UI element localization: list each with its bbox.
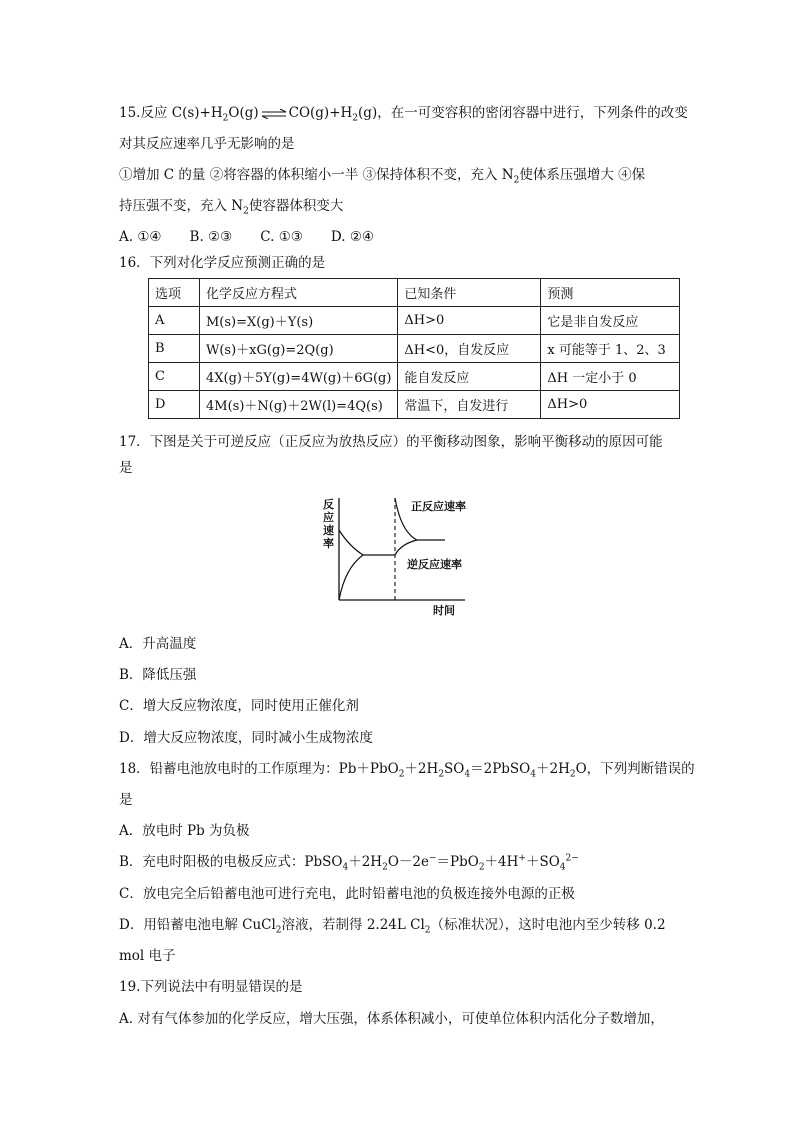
table-header-cell: 预测: [541, 279, 680, 307]
q17-option-a: A．升高温度: [119, 636, 197, 652]
q15-option-a: A. ①④: [119, 229, 162, 245]
q18-stem-line2: 是: [119, 792, 133, 808]
table-cell: A: [149, 307, 200, 335]
q18-option-d-line1: D．用铅蓄电池电解 CuCl$_2$溶液，若制得 2.24L $Cl_2$（标准状况），这时电池内至少转移 0.2: [119, 917, 666, 936]
equilibrium-arrow-icon: [261, 109, 287, 119]
q15-conditions-line1: ①增加 C 的量 ②将容器的体积缩小一半 ③保持体积不变，充入 $N_2$使体系压强增大 ④保: [119, 167, 646, 186]
table-cell: ΔH 一定小于 0: [541, 363, 680, 391]
table-cell: x 可能等于 1、2、3: [541, 335, 680, 363]
table-cell: ΔH<0，自发反应: [398, 335, 541, 363]
table-header-cell: 已知条件: [398, 279, 541, 307]
q15-stem-line1: 15.反应 $C(s)+H_2O(g)$ $CO(g)+H_2(g)$，在一可变容积的密闭容器中进行，下列条件的改变: [119, 105, 688, 124]
rate-time-graph: [315, 490, 485, 620]
q17-stem-line1: 17．下图是关于可逆反应（正反应为放热反应）的平衡移动图象，影响平衡移动的原因可能: [119, 434, 663, 450]
q15-stem-line2: 对其反应速率几乎无影响的是: [119, 136, 295, 152]
table-row: [149, 307, 680, 335]
table-cell: ΔH>0: [398, 307, 541, 335]
table-cell: 4M(s)＋N(g)＋2W(l)=4Q(s): [200, 391, 398, 419]
forward-rate-curve-before: [339, 530, 395, 555]
y-axis-label-char: 应: [323, 511, 334, 524]
y-axis-label-char: 反: [323, 498, 334, 511]
q15-conditions-line2: 持压强不变，充入 $N_2$使容器体积变大: [119, 198, 344, 217]
table-cell: C: [149, 363, 200, 391]
table-header-cell: 选项: [149, 279, 200, 307]
table-cell: 4X(g)＋5Y(g)=4W(g)＋6G(g): [200, 363, 398, 391]
table-header-row: [149, 279, 680, 307]
q19-option-a: A. 对有气体参加的化学反应，增大压强，体系体积减小，可使单位体积内活化分子数增加，: [119, 1011, 664, 1027]
q17-option-d: D．增大反应物浓度，同时减小生成物浓度: [119, 730, 373, 746]
q18-option-c: C．放电完全后铅蓄电池可进行充电，此时铅蓄电池的负极连接外电源的正极: [119, 886, 575, 902]
reverse-rate-label: 逆反应速率: [407, 558, 462, 571]
forward-rate-label: 正反应速率: [411, 500, 466, 513]
q18-option-d-line2: mol 电子: [119, 948, 176, 964]
table-cell: 它是非自发反应: [541, 307, 680, 335]
table-cell: B: [149, 335, 200, 363]
table-cell: 常温下，自发进行: [398, 391, 541, 419]
q18-option-b: B．充电时阳极的电极反应式：$PbSO_4+2H_2O-2e^-=PbO_2+4H^++SO_4^{2-}$: [119, 853, 579, 873]
q15-option-b: B. ②③: [189, 229, 233, 245]
q18-option-a: A．放电时 Pb 为负极: [119, 823, 250, 839]
q16-stem: 16．下列对化学反应预测正确的是: [119, 255, 326, 271]
q17-option-c: C．增大反应物浓度，同时使用正催化剂: [119, 698, 359, 714]
q17-option-b: B．降低压强: [119, 667, 197, 683]
x-axis-label: 时间: [433, 604, 455, 617]
table-cell: ΔH>0: [541, 391, 680, 419]
table-row: [149, 391, 680, 419]
y-axis-label-char: 速: [323, 524, 334, 537]
table-cell: 能自发反应: [398, 363, 541, 391]
reverse-rate-curve-before: [339, 555, 363, 600]
q19-stem: 19.下列说法中有明显错误的是: [119, 979, 303, 995]
y-axis-label-char: 率: [323, 537, 334, 550]
q15-option-c: C. ①③: [260, 229, 303, 245]
table-header-cell: 化学反应方程式: [200, 279, 398, 307]
q15-options: [119, 228, 374, 246]
q18-stem-line1: 18．铅蓄电池放电时的工作原理为：$Pb+PbO_2+2H_2SO_4=2PbSO_4+2H_2O$，下列判断错误的: [119, 761, 695, 780]
table-cell: D: [149, 391, 200, 419]
q17-stem-line2: 是: [119, 460, 133, 476]
q15-option-d: D. ②④: [330, 229, 375, 245]
table-cell: W(s)＋xG(g)=2Q(g): [200, 335, 398, 363]
reverse-rate-curve-after: [395, 540, 417, 555]
table-row: [149, 363, 680, 391]
table-row: [149, 335, 680, 363]
table-cell: M(s)=X(g)＋Y(s): [200, 307, 398, 335]
q16-table: [148, 278, 680, 419]
